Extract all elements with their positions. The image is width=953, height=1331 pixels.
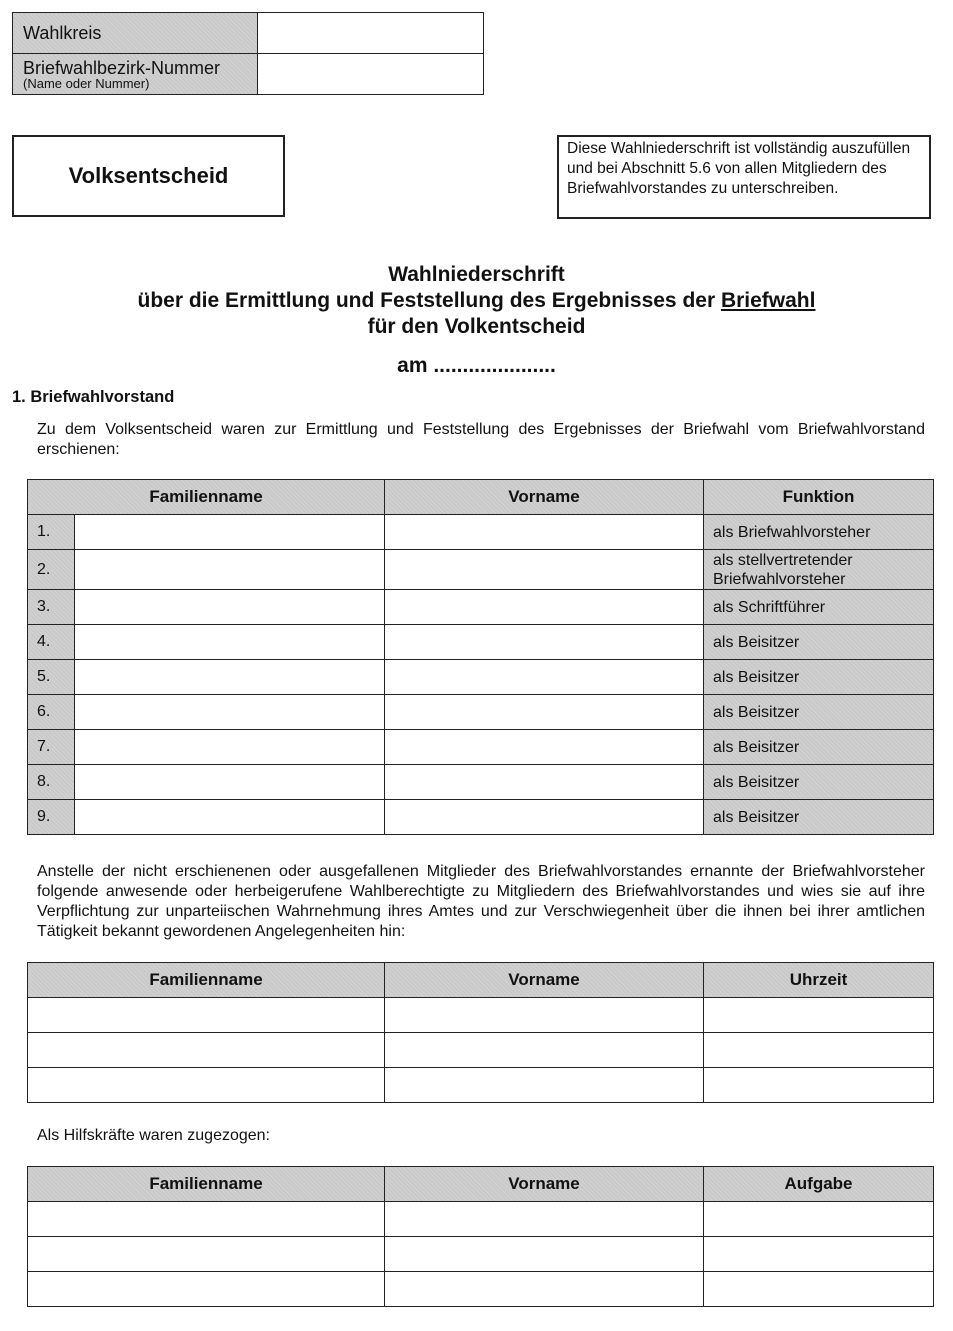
wahlkreis-label: Wahlkreis [13,13,258,54]
vorname-field[interactable] [385,660,704,695]
table-row [28,1202,934,1237]
familienname-field[interactable] [28,1237,385,1272]
instruction-note: Diese Wahlniederschrift ist vollständig auszufüllen und bei Abschnitt 5.6 von allen Mitgliedern des Briefwahlvorstandes zu unterschreiben. [557,135,931,219]
table-row [28,515,934,550]
table-row [28,625,934,660]
funktion-label: als Beisitzer [704,730,934,765]
familienname-field[interactable] [75,695,385,730]
familienname-field[interactable] [75,515,385,550]
vorname-field[interactable] [385,1068,704,1103]
table-row [28,1033,934,1068]
row-number: 8. [28,765,75,800]
title-line-2 [0,288,953,314]
bezirk-label: Briefwahlbezirk-Nummer [23,57,221,78]
funktion-label: als Beisitzer [704,695,934,730]
uhrzeit-field[interactable] [704,1033,934,1068]
bezirk-label-cell [13,54,258,95]
wahlkreis-box [12,12,484,95]
row-number: 3. [28,590,75,625]
row-number: 5. [28,660,75,695]
header-familienname: Familienname [28,1167,385,1202]
familienname-field[interactable] [28,998,385,1033]
vorname-field[interactable] [385,1272,704,1307]
vorname-field[interactable] [385,998,704,1033]
familienname-field[interactable] [75,800,385,835]
section-intro: Zu dem Volksentscheid waren zur Ermittlung und Feststellung des Ergebnisses der Briefwahl vom Briefwahlvorstand erschienen: [37,421,925,458]
table-row [28,590,934,625]
row-number: 2. [28,550,75,590]
header-vorname: Vorname [385,963,704,998]
table-row [28,660,934,695]
vorname-field[interactable] [385,625,704,660]
funktion-label: als Beisitzer [704,800,934,835]
familienname-field[interactable] [28,1202,385,1237]
vorname-field[interactable] [385,730,704,765]
table-row [28,1068,934,1103]
header-vorname: Vorname [385,1167,704,1202]
aufgabe-field[interactable] [704,1202,934,1237]
title-line-1: Wahlniederschrift [388,263,565,286]
replacement-paragraph: Anstelle der nicht erschienenen oder ausgefallenen Mitglieder des Briefwahlvorstandes ernannte der Briefwahlvorsteher folgende anwesende oder herbeigerufene Wahlberechtigte zu Mitgliedern des Briefwahlvorstandes und wies sie auf ihre Verpflichtung zur unparteiischen Wahrnehmung ihres Amtes und zur Verschwiegenheit über die ihnen bei ihrer amtlichen Tätigkeit bekannt gewordenen Angelegenheiten hin: [37,863,925,940]
vorname-field[interactable] [385,695,704,730]
row-number: 4. [28,625,75,660]
vote-type-box: Volksentscheid [12,135,285,217]
table-row [28,800,934,835]
table-row [28,1272,934,1307]
vorname-field[interactable] [385,1033,704,1068]
table-row [28,998,934,1033]
date-line: am ..................... [397,354,556,377]
header-uhrzeit: Uhrzeit [704,963,934,998]
header-familienname: Familienname [28,963,385,998]
table-row [28,1237,934,1272]
familienname-field[interactable] [28,1272,385,1307]
familienname-field[interactable] [75,550,385,590]
row-number: 9. [28,800,75,835]
row-number: 6. [28,695,75,730]
uhrzeit-field[interactable] [704,998,934,1033]
header-vorname: Vorname [385,480,704,515]
header-familienname: Familienname [28,480,385,515]
vorname-field[interactable] [385,550,704,590]
familienname-field[interactable] [75,765,385,800]
funktion-label: als stellvertretender Briefwahlvorsteher [704,550,934,590]
vorname-field[interactable] [385,590,704,625]
table-row [28,695,934,730]
familienname-field[interactable] [75,660,385,695]
members-table [27,479,934,835]
familienname-field[interactable] [75,590,385,625]
header-aufgabe: Aufgabe [704,1167,934,1202]
vorname-field[interactable] [385,1202,704,1237]
helpers-table [27,1166,934,1307]
title-line-2-text: über die Ermittlung und Feststellung des Ergebnisses der [137,289,721,312]
header-funktion: Funktion [704,480,934,515]
vorname-field[interactable] [385,515,704,550]
replacement-table [27,962,934,1103]
aufgabe-field[interactable] [704,1237,934,1272]
row-number: 1. [28,515,75,550]
table-row [28,765,934,800]
vorname-field[interactable] [385,800,704,835]
vorname-field[interactable] [385,765,704,800]
funktion-label: als Beisitzer [704,660,934,695]
funktion-label: als Briefwahlvorsteher [704,515,934,550]
wahlkreis-field[interactable] [258,13,484,54]
funktion-label: als Beisitzer [704,765,934,800]
table-row [28,550,934,590]
familienname-field[interactable] [75,730,385,765]
helpers-label: Als Hilfskräfte waren zugezogen: [37,1127,270,1144]
familienname-field[interactable] [75,625,385,660]
uhrzeit-field[interactable] [704,1068,934,1103]
familienname-field[interactable] [28,1033,385,1068]
funktion-label: als Beisitzer [704,625,934,660]
table-row [28,730,934,765]
document-title [0,262,953,340]
vorname-field[interactable] [385,1237,704,1272]
funktion-label: als Schriftführer [704,590,934,625]
familienname-field[interactable] [28,1068,385,1103]
title-line-3: für den Volkentscheid [367,315,586,338]
aufgabe-field[interactable] [704,1272,934,1307]
section-heading: 1. Briefwahlvorstand [12,388,175,406]
bezirk-field[interactable] [258,54,484,95]
bezirk-sublabel: (Name oder Nummer) [23,75,150,91]
row-number: 7. [28,730,75,765]
title-briefwahl: Briefwahl [720,289,816,312]
